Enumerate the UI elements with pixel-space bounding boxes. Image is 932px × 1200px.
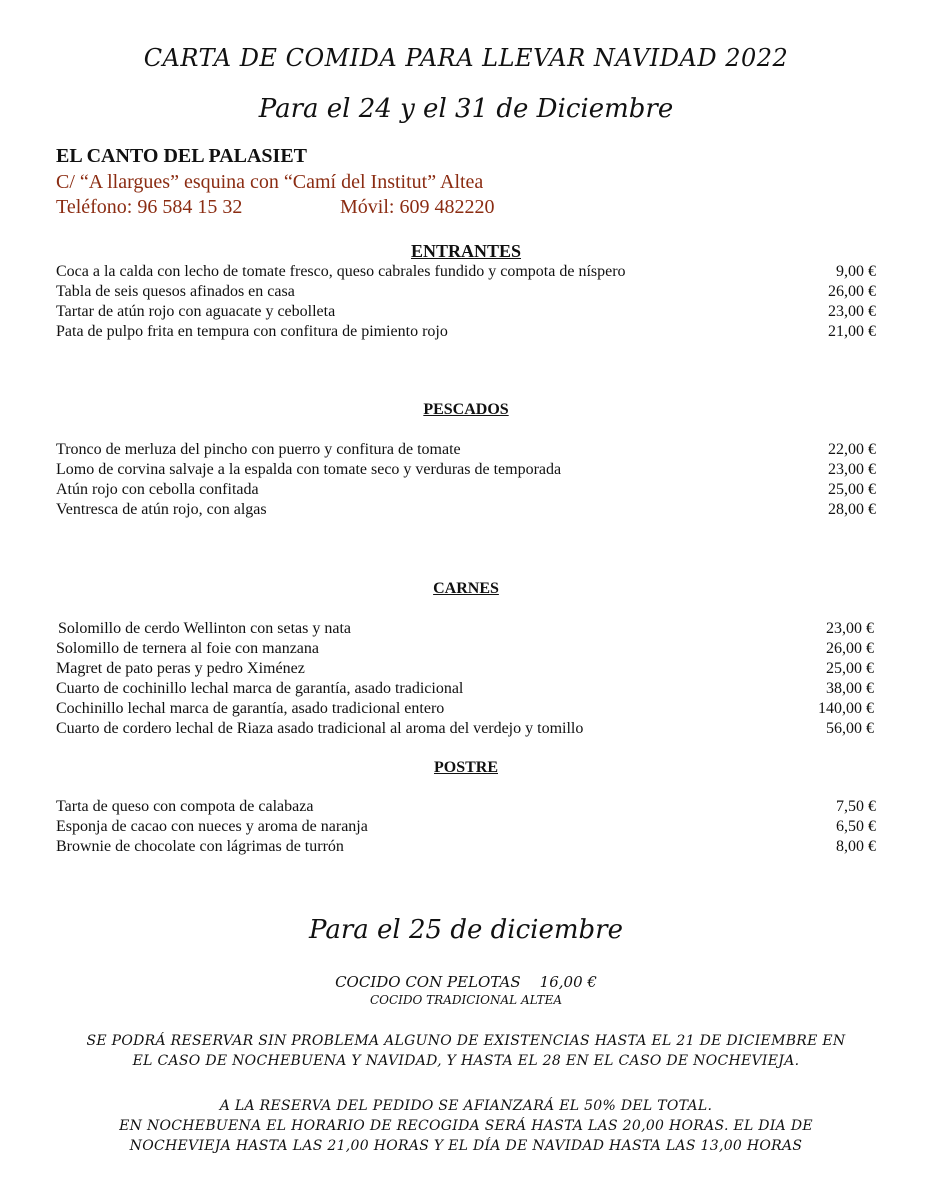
note-reservation-line-2: EL CASO DE NOCHEBUENA Y NAVIDAD, Y HASTA EL 28 EN EL CASO DE NOCHEVIEJA. (132, 1053, 800, 1069)
menu-item (56, 719, 874, 739)
menu-item-price: 26,00 € (826, 640, 874, 657)
menu-item-name: Ventresca de atún rojo, con algas (56, 501, 267, 518)
menu-item-name: Coca a la calda con lecho de tomate fresco, queso cabrales fundido y compota de níspero (56, 263, 626, 280)
menu-item (56, 699, 874, 719)
christmas-dish-price: 16,00 € (539, 973, 597, 991)
menu-item (56, 797, 876, 817)
menu-item-name: Solomillo de cerdo Wellinton con setas y nata (58, 620, 352, 637)
menu-item (56, 480, 876, 500)
menu-item (56, 460, 876, 480)
menu-item (56, 500, 876, 520)
menu-item-price: 28,00 € (828, 501, 876, 518)
page-title: CARTA DE COMIDA PARA LLEVAR NAVIDAD 2022 (143, 44, 789, 72)
menu-item (56, 282, 876, 302)
menu-item (56, 440, 876, 460)
menu-item-price: 8,00 € (836, 838, 876, 855)
menu-item-name: Tartar de atún rojo con aguacate y cebolleta (56, 303, 336, 320)
menu-item-name: Lomo de corvina salvaje a la espalda con tomate seco y verduras de temporada (56, 461, 562, 478)
menu-item-name: Pata de pulpo frita en tempura con confitura de pimiento rojo (56, 323, 448, 340)
menu-item-name: Atún rojo con cebolla confitada (56, 481, 259, 498)
menu-item-price: 7,50 € (836, 798, 876, 815)
note-deposit: A LA RESERVA DEL PEDIDO SE AFIANZARÁ EL 50% DEL TOTAL. (219, 1098, 713, 1114)
menu-item (56, 837, 876, 857)
menu-item-name: Esponja de cacao con nueces y aroma de naranja (56, 818, 368, 835)
menu-item (56, 262, 876, 282)
menu-item-name: Cuarto de cochinillo lechal marca de garantía, asado tradicional (56, 680, 464, 697)
menu-item-price: 38,00 € (826, 680, 874, 697)
menu-item-name: Cochinillo lechal marca de garantía, asado tradicional entero (56, 700, 445, 717)
section-title-entrantes: ENTRANTES (410, 241, 522, 261)
menu-item-name: Cuarto de cordero lechal de Riaza asado tradicional al aroma del verdejo y tomillo (56, 720, 584, 737)
menu-item-name: Brownie de chocolate con lágrimas de turrón (56, 838, 344, 855)
menu-item-price: 23,00 € (828, 303, 876, 320)
restaurant-phone: Teléfono: 96 584 15 32 (56, 196, 243, 218)
note-reservation-line-1: SE PODRÁ RESERVAR SIN PROBLEMA ALGUNO DE EXISTENCIAS HASTA EL 21 DE DICIEMBRE EN (86, 1033, 846, 1049)
christmas-heading: Para el 25 de diciembre (309, 915, 623, 945)
note-pickup-line-1: EN NOCHEBUENA EL HORARIO DE RECOGIDA SERÁ HASTA LAS 20,00 HORAS. EL DIA DE (119, 1118, 813, 1134)
restaurant-mobile: Móvil: 609 482220 (340, 196, 495, 218)
menu-item-name: Tronco de merluza del pincho con puerro y confitura de tomate (56, 441, 461, 458)
menu-item-price: 23,00 € (828, 461, 876, 478)
menu-item-price: 9,00 € (836, 263, 876, 280)
menu-item (56, 619, 874, 639)
menu-item-price: 22,00 € (828, 441, 876, 458)
menu-item-name: Tabla de seis quesos afinados en casa (56, 283, 295, 300)
menu-item-price: 25,00 € (828, 481, 876, 498)
restaurant-address: C/ “A llargues” esquina con “Camí del Institut” Altea (56, 171, 484, 193)
menu-item (56, 639, 874, 659)
menu-item-price: 26,00 € (828, 283, 876, 300)
christmas-dish-name: COCIDO CON PELOTAS (335, 973, 521, 991)
menu-item (56, 817, 876, 837)
christmas-dish-line (0, 973, 932, 991)
section-title-postre: POSTRE (433, 759, 498, 776)
menu-item-price: 23,00 € (826, 620, 874, 637)
christmas-dish-description: COCIDO TRADICIONAL ALTEA (369, 993, 563, 1007)
menu-item-name: Tarta de queso con compota de calabaza (56, 798, 314, 815)
menu-item-name: Magret de pato peras y pedro Ximénez (56, 660, 305, 677)
menu-item-price: 140,00 € (818, 700, 874, 717)
note-pickup-line-2: NOCHEVIEJA HASTA LAS 21,00 HORAS Y EL DÍA DE NAVIDAD HASTA LAS 13,00 HORAS (129, 1138, 803, 1154)
menu-item-price: 25,00 € (826, 660, 874, 677)
menu-item-name: Solomillo de ternera al foie con manzana (56, 640, 320, 657)
menu-item (56, 322, 876, 342)
menu-item-price: 56,00 € (826, 720, 874, 737)
page-subtitle: Para el 24 y el 31 de Diciembre (258, 94, 674, 124)
section-title-pescados: PESCADOS (423, 401, 509, 418)
menu-item-price: 6,50 € (836, 818, 876, 835)
restaurant-name: EL CANTO DEL PALASIET (56, 145, 308, 167)
menu-item (56, 659, 874, 679)
menu-item (56, 679, 874, 699)
section-title-carnes: CARNES (433, 580, 499, 597)
menu-item (56, 302, 876, 322)
menu-item-price: 21,00 € (828, 323, 876, 340)
